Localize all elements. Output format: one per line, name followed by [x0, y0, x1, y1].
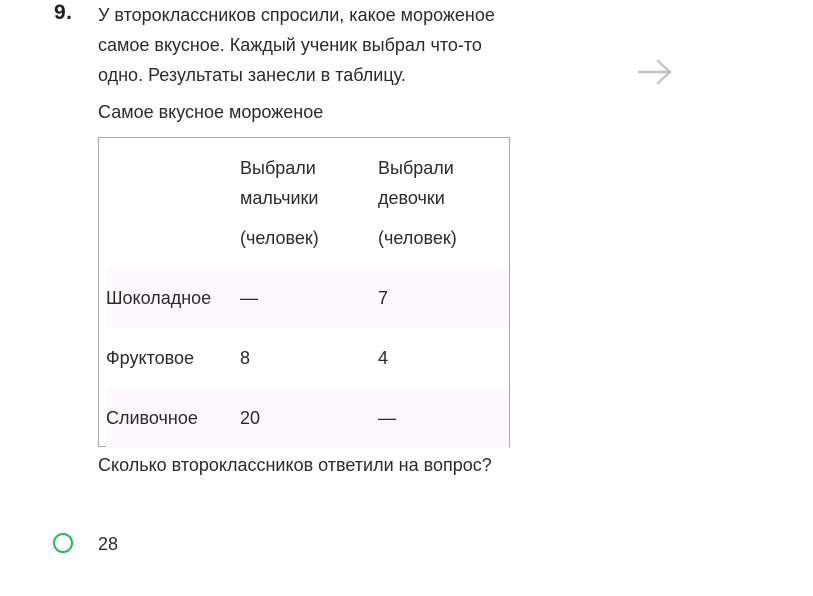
question-line: одно. Результаты занесли в таблицу. [98, 65, 406, 85]
row-girls-value: 7 [378, 288, 389, 308]
header-girls-unit: (человек) [378, 228, 457, 248]
header-boys [240, 153, 319, 253]
table-row [106, 328, 509, 388]
header-boys-line2: мальчики [240, 188, 319, 208]
data-table [98, 137, 510, 447]
row-girls-value: 4 [378, 348, 389, 368]
question-number: 9. [54, 1, 73, 24]
header-boys-unit: (человек) [240, 228, 319, 248]
header-boys-line1: Выбрали [240, 158, 316, 178]
question-text [98, 0, 568, 90]
table-row [106, 268, 509, 328]
table-title: Самое вкусное мороженое [98, 102, 324, 122]
row-boys-value: — [240, 288, 258, 308]
answer-value: 28 [98, 534, 119, 554]
question-line: У второклассников спросили, какое мороженое [98, 5, 495, 25]
question-prompt: Сколько второклассников ответили на вопрос? [98, 455, 492, 475]
header-girls-line1: Выбрали [378, 158, 454, 178]
table-row [106, 388, 509, 448]
row-girls-value: — [378, 408, 396, 428]
row-boys-value: 8 [240, 348, 251, 368]
question-line: самое вкусное. Каждый ученик выбрал что-то [98, 35, 482, 55]
header-girls [378, 153, 457, 253]
header-girls-line2: девочки [378, 188, 445, 208]
arrow-right-icon[interactable] [637, 58, 673, 86]
answer-option[interactable] [53, 531, 253, 557]
row-label: Фруктовое [106, 348, 195, 368]
row-boys-value: 20 [240, 408, 261, 428]
row-label: Шоколадное [106, 288, 212, 308]
radio-circle-icon[interactable] [53, 533, 73, 553]
row-label: Сливочное [106, 408, 198, 428]
